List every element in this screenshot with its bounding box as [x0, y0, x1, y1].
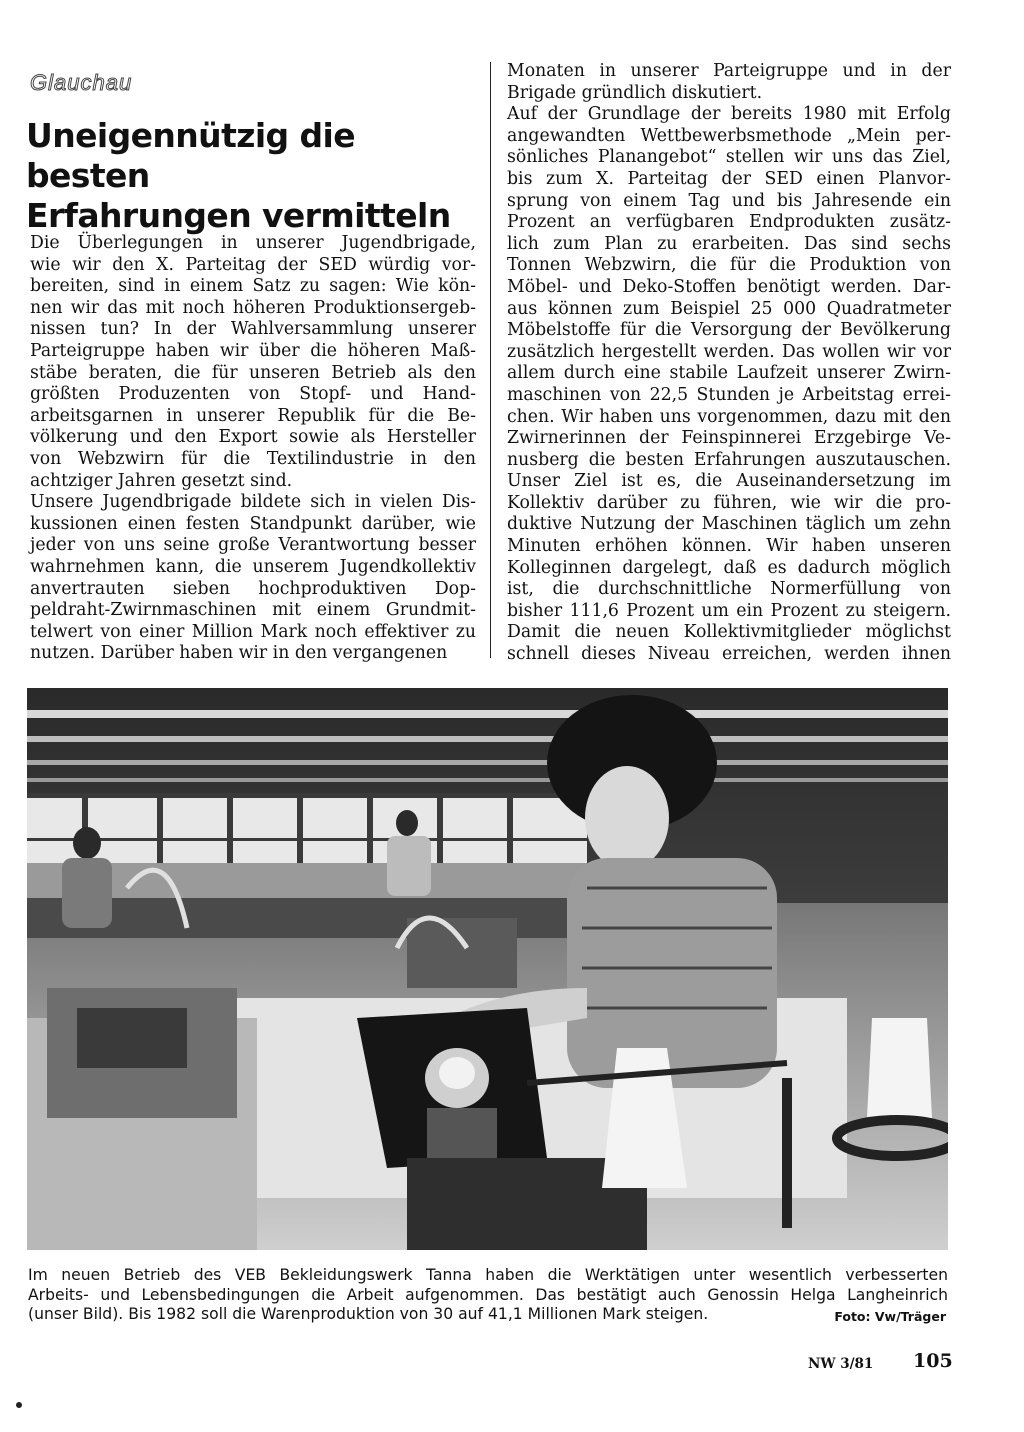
article-line: Parteigruppe haben wir über die höheren Maß- — [30, 340, 476, 361]
article-line: sönliches Planangebot“ stellen wir uns das Ziel, — [507, 147, 951, 168]
article-line: Die Überlegungen in unserer Jugendbrigade, — [30, 233, 476, 253]
article-line: lich zum Plan zu erarbeiten. Das sind sechs — [507, 233, 951, 254]
article-line: Kolleginnen dargelegt, daß es dadurch möglich — [507, 557, 951, 578]
article-line: zusätzlich hergestellt werden. Das wollen wir vor — [507, 341, 951, 362]
article-line: Tonnen Webzwirn, die für die Produktion von — [507, 255, 951, 276]
column-divider — [490, 62, 491, 658]
article-line: Kollektiv darüber zu führen, wie wir die pro- — [507, 492, 951, 513]
article-line: kussionen einen festen Standpunkt darüber, wie — [30, 513, 476, 534]
article-line: Brigade gründlich diskutiert. — [507, 82, 763, 103]
article-column-right — [507, 61, 951, 666]
article-line: Monaten in unserer Parteigruppe und in der — [507, 61, 951, 81]
caption-line: Arbeits- und Lebensbedingungen die Arbeit aufgenommen. Das bestätigt auch Genossin Helga Langheinrich — [28, 1285, 948, 1304]
photo-credit: Foto: Vw/Träger — [834, 1309, 946, 1324]
article-line: Unsere Jugendbrigade bildete sich in vielen Dis- — [30, 492, 476, 513]
article-line: nen wir das mit noch höheren Produktionsergeb- — [30, 297, 476, 318]
article-line: stäbe beraten, die für unseren Betrieb als den — [30, 362, 476, 383]
article-line: Prozent an verfügbaren Endprodukten zusätz- — [507, 212, 951, 233]
article-line: arbeitsgarnen in unserer Republik für die Be- — [30, 405, 476, 426]
article-line: peldraht-Zwirnmaschinen mit einem Grundmit- — [30, 600, 476, 621]
headline-line: Erfahrungen vermitteln — [26, 196, 451, 235]
article-line: Möbel- und Deko-Stoffen benötigt werden. Dar- — [507, 276, 951, 297]
article-line: sprung von einem Tag und bis Jahresende ein — [507, 190, 951, 211]
article-line: chen. Wir haben uns vorgenommen, dazu mit den — [507, 406, 951, 427]
caption-line: Im neuen Betrieb des VEB Bekleidungswerk Tanna haben die Werktätigen unter wesentlich verbesserten — [28, 1266, 948, 1284]
article-line: schnell dieses Niveau erreichen, werden ihnen — [507, 644, 951, 665]
article-line: duktive Nutzung der Maschinen täglich um zehn — [507, 514, 951, 535]
article-line: von Webzwirn für die Textilindustrie in den — [30, 448, 476, 469]
article-line: telwert von einer Million Mark noch effektiver zu — [30, 621, 476, 642]
article-line: anvertrauten sieben hochproduktiven Dop- — [30, 578, 476, 599]
print-speck — [16, 1402, 22, 1408]
photo-caption — [28, 1266, 948, 1325]
article-line: Unser Ziel ist es, die Auseinandersetzung im — [507, 471, 951, 492]
article-line: bereiten, sind in einem Satz zu sagen: Wie kön- — [30, 276, 476, 297]
article-line: nutzen. Darüber haben wir in den vergangenen — [30, 643, 448, 664]
page-number: 105 — [913, 1350, 953, 1372]
factory-photo — [27, 688, 948, 1250]
article-line: Damit die neuen Kollektivmitglieder möglichst — [507, 622, 951, 643]
article-line: bisher 111,6 Prozent um ein Prozent zu steigern. — [507, 600, 951, 621]
article-line: Möbelstoffe für die Versorgung der Bevölkerung — [507, 320, 951, 341]
headline — [26, 116, 486, 236]
article-line: nissen tun? In der Wahlversammlung unserer — [30, 319, 476, 340]
article-line: wie wir den X. Parteitag der SED würdig vor- — [30, 254, 476, 275]
caption-line: (unser Bild). Bis 1982 soll die Warenproduktion von 30 auf 41,1 Millionen Mark steigen. — [28, 1305, 709, 1324]
article-line: völkerung und den Export sowie als Hersteller — [30, 427, 476, 448]
article-line: Auf der Grundlage der bereits 1980 mit Erfolg — [507, 104, 951, 125]
article-line: aus können zum Beispiel 25 000 Quadratmeter — [507, 298, 951, 319]
article-line: Zwirnerinnen der Feinspinnerei Erzgebirge Ve- — [507, 428, 951, 449]
article-line: jeder von uns seine große Verantwortung besser — [30, 535, 476, 556]
article-line: Minuten erhöhen können. Wir haben unseren — [507, 536, 951, 557]
article-line: angewandten Wettbewerbsmethode „Mein per- — [507, 125, 951, 146]
article-column-left — [30, 233, 476, 665]
article-line: maschinen von 22,5 Stunden je Arbeitstag errei- — [507, 384, 951, 405]
article-line: bis zum X. Parteitag der SED einen Planvor- — [507, 168, 951, 189]
issue-label: NW 3/81 — [808, 1356, 874, 1372]
article-line: achtziger Jahren gesetzt sind. — [30, 470, 293, 491]
article-line: ist, die durchschnittliche Normerfüllung von — [507, 579, 951, 600]
article-line: allem durch eine stabile Laufzeit unserer Zwirn- — [507, 363, 951, 384]
article-line: größten Produzenten von Stopf- und Hand- — [30, 384, 476, 405]
article-line: wahrnehmen kann, die unserem Jugendkollektiv — [30, 556, 476, 577]
place-kicker: Glauchau — [30, 70, 133, 95]
headline-line: Uneigennützig die besten — [26, 116, 355, 195]
article-line: nusberg die besten Erfahrungen auszutauschen. — [507, 449, 951, 470]
